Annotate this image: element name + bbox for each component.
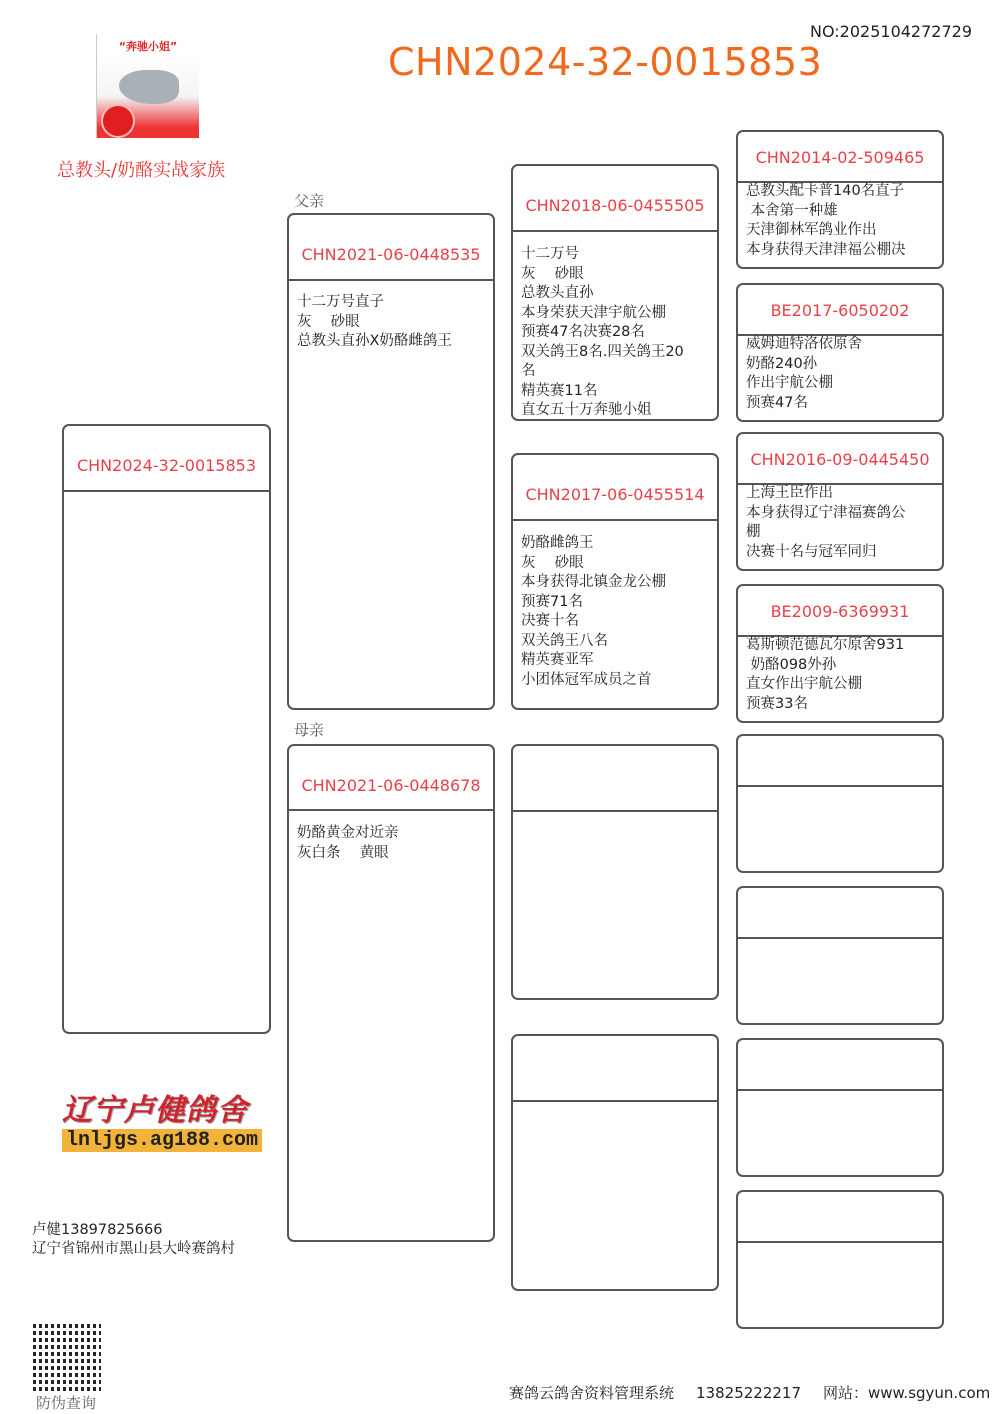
footer-system: 赛鸽云鸽舍资料管理系统 bbox=[509, 1384, 675, 1402]
document-number: NO:2025104272729 bbox=[810, 22, 973, 41]
note-line: 双关鸽王8名.四关鸽王20 bbox=[521, 343, 684, 360]
qr-code[interactable] bbox=[33, 1323, 101, 1391]
page-title: CHN2024-32-0015853 bbox=[388, 40, 823, 84]
note-line: 奶酪098外孙 bbox=[746, 656, 837, 673]
loft-logo-url: lnljgs.ag188.com bbox=[62, 1129, 262, 1152]
note-line: 奶酪雌鸽王 bbox=[521, 535, 594, 551]
note-line: 直女作出宇航公棚 bbox=[746, 676, 862, 692]
ring-number: CHN2014-02-509465 bbox=[738, 132, 942, 183]
pigeon-notes bbox=[746, 335, 936, 413]
eye-image bbox=[101, 104, 135, 138]
footer-site: 网站：www.sgyun.com bbox=[823, 1384, 991, 1402]
loft-logo-name: 辽宁卢健鸽舍 bbox=[62, 1093, 248, 1128]
note-line: 十二万号直子 bbox=[297, 294, 384, 310]
mother-label: 母亲 bbox=[294, 721, 325, 739]
note-line: 灰 砂眼 bbox=[521, 265, 584, 282]
great-grandparent-box bbox=[736, 734, 944, 873]
note-line: 精英赛亚军 bbox=[521, 652, 594, 668]
note-line: 小团体冠军成员之首 bbox=[521, 671, 652, 688]
great-grandparent-box bbox=[736, 1038, 944, 1177]
note-line: 本身获得辽宁津福赛鸽公 bbox=[746, 504, 906, 521]
note-line: 直女五十万奔驰小姐 bbox=[521, 402, 652, 418]
pigeon-image bbox=[119, 70, 179, 104]
loft-logo bbox=[62, 1085, 270, 1155]
pigeon-notes bbox=[746, 182, 936, 260]
note-line: 预赛47名 bbox=[746, 394, 808, 411]
great-grandparent-box bbox=[736, 283, 944, 422]
great-grandparent-box bbox=[736, 432, 944, 571]
ring-number: CHN2021-06-0448678 bbox=[289, 746, 493, 811]
contact-phone: 卢健13897825666 bbox=[32, 1222, 163, 1238]
ring-number bbox=[738, 888, 942, 939]
note-line: 预赛47名决赛28名 bbox=[521, 324, 645, 340]
grandparent-box bbox=[511, 744, 719, 1000]
grandparent-box bbox=[511, 453, 719, 710]
ring-number: CHN2024-32-0015853 bbox=[64, 426, 269, 492]
ring-number bbox=[513, 1036, 717, 1102]
contact-info bbox=[32, 1221, 235, 1259]
ring-number bbox=[738, 1192, 942, 1243]
qr-label: 防伪查询 bbox=[36, 1394, 97, 1412]
note-line: 十二万号 bbox=[521, 246, 579, 262]
note-line: 灰 砂眼 bbox=[297, 313, 360, 330]
pigeon-notes bbox=[297, 293, 487, 352]
note-line: 作出宇航公棚 bbox=[746, 375, 833, 391]
pigeon-notes bbox=[746, 484, 936, 562]
pigeon-photo bbox=[96, 34, 199, 138]
ring-number bbox=[513, 746, 717, 812]
family-name: 总教头/奶酪实战家族 bbox=[57, 160, 226, 181]
note-line: 本身荣获天津宇航公棚 bbox=[521, 304, 666, 321]
mother-box bbox=[287, 744, 495, 1242]
grandparent-box bbox=[511, 164, 719, 421]
note-line: 决赛十名与冠军同归 bbox=[746, 543, 877, 560]
great-grandparent-box bbox=[736, 1190, 944, 1329]
note-line: 威姆迪特洛依原舍 bbox=[746, 336, 862, 352]
ring-number: CHN2016-09-0445450 bbox=[738, 434, 942, 485]
note-line: 上海王臣作出 bbox=[746, 485, 833, 501]
note-line: 天津御林军鸽业作出 bbox=[746, 222, 877, 238]
great-grandparent-box bbox=[736, 584, 944, 723]
note-line: 本舍第一种雄 bbox=[746, 202, 838, 219]
ring-number: CHN2017-06-0455514 bbox=[513, 455, 717, 521]
photo-caption: “奔驰小姐” bbox=[118, 40, 178, 53]
note-line: 精英赛11名 bbox=[521, 382, 598, 399]
note-line: 葛斯顿范德瓦尔原舍931 bbox=[746, 637, 905, 653]
pigeon-notes bbox=[521, 245, 711, 421]
subject-box bbox=[62, 424, 271, 1034]
note-line: 奶酪240孙 bbox=[746, 355, 818, 372]
note-line: 预赛33名 bbox=[746, 695, 808, 712]
note-line: 本身获得天津津福公棚决 bbox=[746, 241, 906, 258]
note-line: 总教头直孙X奶酪雌鸽王 bbox=[297, 333, 452, 349]
ring-number bbox=[738, 1040, 942, 1091]
great-grandparent-box bbox=[736, 886, 944, 1025]
ring-number: BE2009-6369931 bbox=[738, 586, 942, 637]
note-line: 灰白条 黄眼 bbox=[297, 844, 389, 861]
ring-number: CHN2021-06-0448535 bbox=[289, 215, 493, 281]
pigeon-notes bbox=[746, 636, 936, 714]
contact-address: 辽宁省锦州市黑山县大岭赛鸽村 bbox=[32, 1241, 235, 1257]
note-line: 决赛十名 bbox=[521, 613, 579, 629]
ring-number: BE2017-6050202 bbox=[738, 285, 942, 336]
great-grandparent-box bbox=[736, 130, 944, 269]
note-line: 总教头配卡普140名直子 bbox=[746, 183, 905, 199]
note-line: 预赛71名 bbox=[521, 593, 583, 610]
note-line: 名 bbox=[521, 363, 536, 379]
note-line: 灰 砂眼 bbox=[521, 554, 584, 571]
pigeon-notes bbox=[297, 824, 487, 863]
note-line: 奶酪黄金对近亲 bbox=[297, 825, 399, 841]
note-line: 本身获得北镇金龙公棚 bbox=[521, 574, 666, 590]
pigeon-notes bbox=[521, 534, 711, 690]
ring-number bbox=[738, 736, 942, 787]
note-line: 棚 bbox=[746, 524, 761, 540]
note-line: 双关鸽王八名 bbox=[521, 632, 608, 649]
grandparent-box bbox=[511, 1034, 719, 1291]
father-box bbox=[287, 213, 495, 710]
ring-number: CHN2018-06-0455505 bbox=[513, 166, 717, 232]
footer bbox=[509, 1382, 990, 1403]
father-label: 父亲 bbox=[294, 192, 325, 210]
footer-phone: 13825222217 bbox=[696, 1384, 801, 1402]
note-line: 总教头直孙 bbox=[521, 285, 594, 301]
